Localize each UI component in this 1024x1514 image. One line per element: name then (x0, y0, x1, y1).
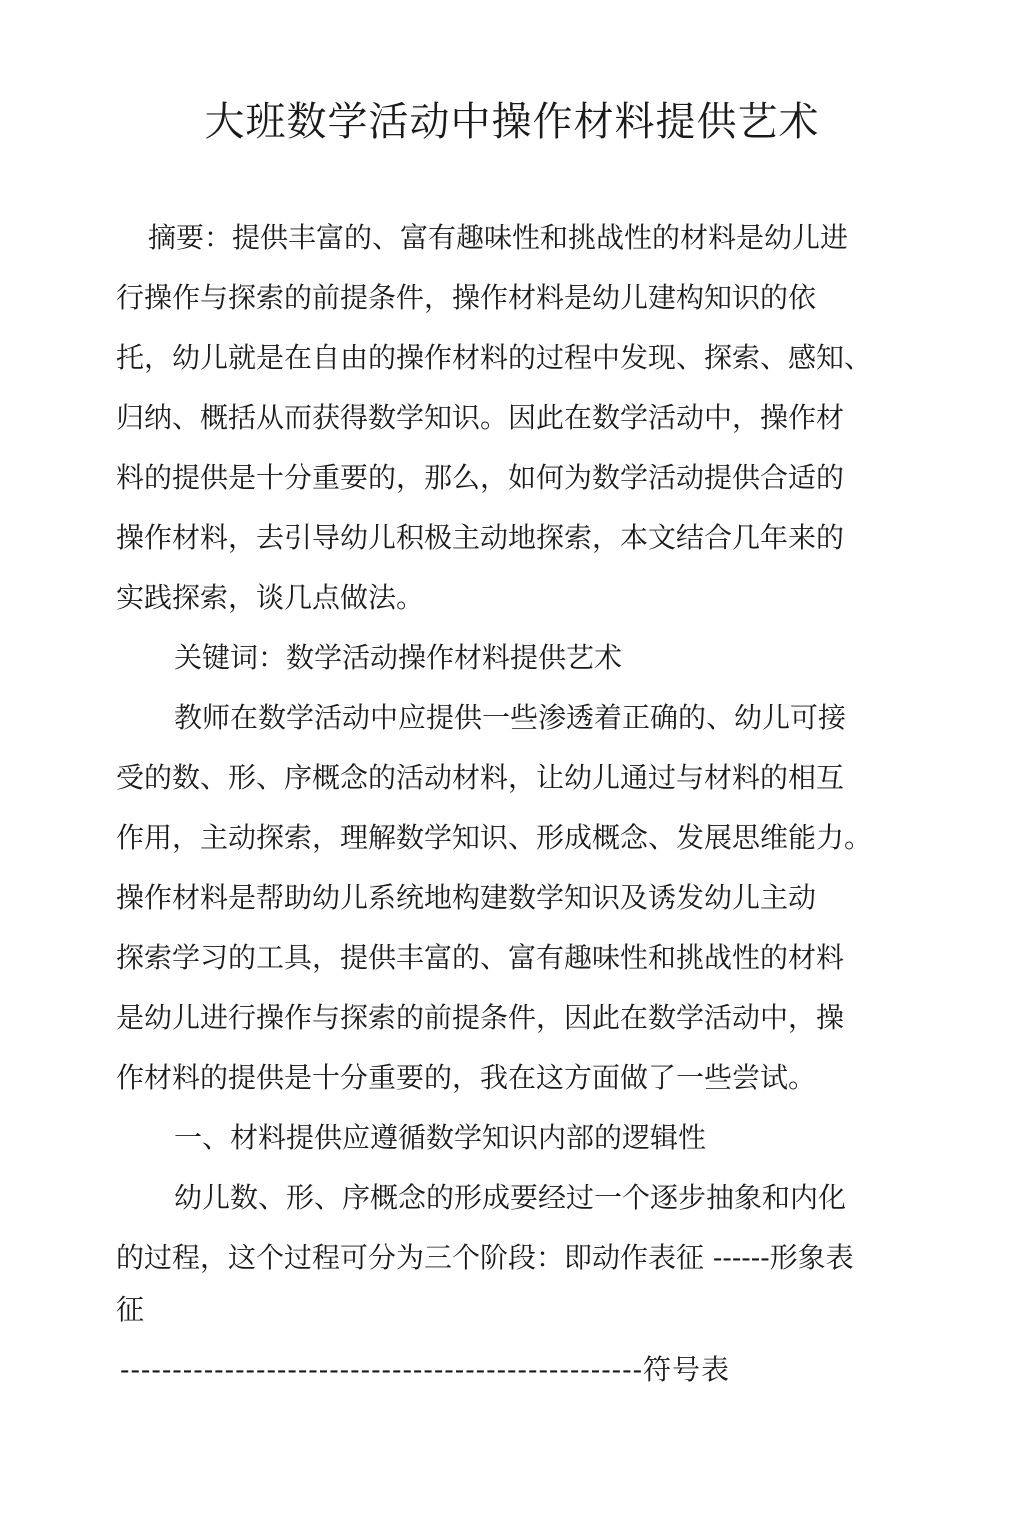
abstract-line: 操作材料，去引导幼儿积极主动地探索，本文结合几年来的 (116, 521, 845, 554)
abstract-line: 行操作与探索的前提条件，操作材料是幼儿建构知识的依 (116, 281, 817, 314)
keywords-line: 关键词：数学活动操作材料提供艺术 (174, 641, 623, 674)
body-line: 的过程，这个过程可分为三个阶段：即动作表征 ------形象表 (116, 1241, 854, 1274)
abstract-line: 托，幼儿就是在自由的操作材料的过程中发现、探索、感知、 (116, 341, 873, 374)
body-line: 作用，主动探索，理解数学知识、形成概念、发展思维能力。 (116, 821, 873, 854)
body-line: 是幼儿进行操作与探索的前提条件，因此在数学活动中，操 (116, 1001, 845, 1034)
body-line: 征 (116, 1293, 145, 1326)
body-line: 操作材料是帮助幼儿系统地构建数学知识及诱发幼儿主动 (116, 881, 817, 914)
body-line: 探索学习的工具，提供丰富的、富有趣味性和挑战性的材料 (116, 941, 845, 974)
body-line: --------------------------------------------------符号表 (120, 1353, 731, 1386)
body-line: 受的数、形、序概念的活动材料，让幼儿通过与材料的相互 (116, 761, 845, 794)
abstract-line: 归纳、概括从而获得数学知识。因此在数学活动中，操作材 (116, 401, 845, 434)
body-line: 教师在数学活动中应提供一些渗透着正确的、幼儿可接 (174, 701, 847, 734)
body-line: 作材料的提供是十分重要的，我在这方面做了一些尝试。 (116, 1061, 817, 1094)
abstract-line: 实践探索，谈几点做法。 (116, 581, 425, 614)
body-line: 幼儿数、形、序概念的形成要经过一个逐步抽象和内化 (174, 1181, 847, 1214)
document-title: 大班数学活动中操作材料提供艺术 (204, 99, 820, 145)
abstract-line: 料的提供是十分重要的，那么，如何为数学活动提供合适的 (116, 461, 845, 494)
section-heading: 一、材料提供应遵循数学知识内部的逻辑性 (174, 1121, 707, 1154)
abstract-line: 摘要：提供丰富的、富有趣味性和挑战性的材料是幼儿进 (148, 221, 849, 254)
